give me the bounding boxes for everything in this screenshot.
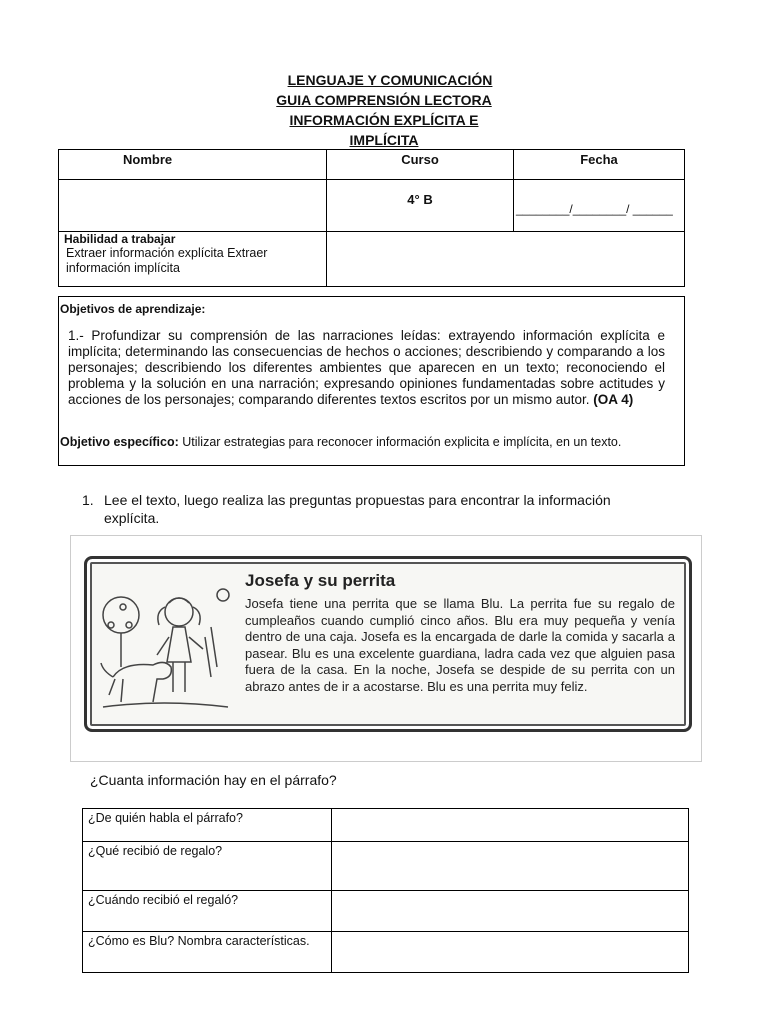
instruction-number: 1.: [82, 492, 94, 508]
objectives-text: [68, 328, 665, 408]
document-title: [0, 70, 768, 150]
specific-objective-text: Utilizar estrategias para reconocer información explicita e implícita, en un texto.: [178, 435, 622, 449]
qa-question: ¿Qué recibió de regalo?: [83, 842, 332, 890]
habilidad-empty-cell: [327, 232, 684, 286]
habilidad-cell: [59, 232, 327, 286]
qa-answer-field[interactable]: [332, 932, 688, 972]
story-text: Josefa tiene una perrita que se llama Blu. La perrita fue su regalo de cumpleaños cuando cumplió cinco años. Blu era muy pequeña y venía dentro de una caja. Josefa es la encargada de darle la comida y sacarla a pasear. Blu es una excelente guardiana, ladra cada vez que alguien pasa fuera de la casa. En la noche, Josefa se despide de su perrita con un abrazo antes de ir a acostarse. Blu es una perrita muy feliz.: [245, 596, 675, 694]
qa-row: [83, 842, 688, 891]
qa-answer-field[interactable]: [332, 842, 688, 890]
story-image: [70, 535, 702, 762]
title-line-2: GUIA COMPRENSIÓN LECTORA: [276, 92, 492, 108]
qa-question: ¿Cómo es Blu? Nombra características.: [83, 932, 332, 972]
objectives-body: 1.- Profundizar su comprensión de las narraciones leídas: extrayendo información explícita e implícita; determinando las consecuencias de hechos o acciones; describiendo y comparando a los personajes; describiendo los diferentes ambientes que aparecen en un texto; reconociendo el problema y la solución en una narración; expresando opiniones fundamentadas sobre actitudes y acciones de los personajes; comparando diferentes textos escritos por un mismo autor.: [68, 328, 665, 407]
qa-row: [83, 932, 688, 972]
qa-question: ¿Cuándo recibió el regaló?: [83, 891, 332, 931]
habilidad-label: Habilidad a trabajar: [64, 232, 176, 246]
title-line-3: INFORMACIÓN EXPLÍCITA E: [289, 112, 479, 128]
story-title: Josefa y su perrita: [245, 571, 396, 590]
specific-objective: [60, 435, 621, 449]
qa-row: [83, 891, 688, 932]
instruction-text: Lee el texto, luego realiza las preguntas propuestas para encontrar la información explícita.: [104, 492, 611, 526]
nombre-header: Nombre: [59, 150, 327, 180]
title-line-4: IMPLÍCITA: [349, 132, 419, 148]
nombre-field[interactable]: [59, 180, 327, 232]
fecha-field[interactable]: ________/________/ ______: [514, 180, 684, 232]
qa-table: [82, 808, 689, 973]
objectives-oa: (OA 4): [593, 392, 634, 407]
objectives-box: [58, 296, 685, 466]
question-text: ¿Cuanta información hay en el párrafo?: [90, 772, 337, 788]
habilidad-text: Extraer información explícita Extraer información implícita: [66, 246, 268, 275]
title-line-1: LENGUAJE Y COMUNICACIÓN: [287, 72, 493, 88]
story-card: [84, 556, 692, 732]
info-table: [58, 149, 685, 287]
curso-header: Curso: [327, 150, 514, 180]
objectives-label: Objetivos de aprendizaje:: [60, 302, 206, 316]
curso-value: 4° B: [327, 180, 514, 232]
fecha-header: Fecha: [514, 150, 684, 180]
qa-row: [83, 809, 688, 842]
qa-question: ¿De quién habla el párrafo?: [83, 809, 332, 841]
girl-dog-illustration: [93, 567, 233, 717]
specific-objective-label: Objetivo específico:: [60, 435, 179, 449]
qa-answer-field[interactable]: [332, 891, 688, 931]
qa-answer-field[interactable]: [332, 809, 688, 841]
